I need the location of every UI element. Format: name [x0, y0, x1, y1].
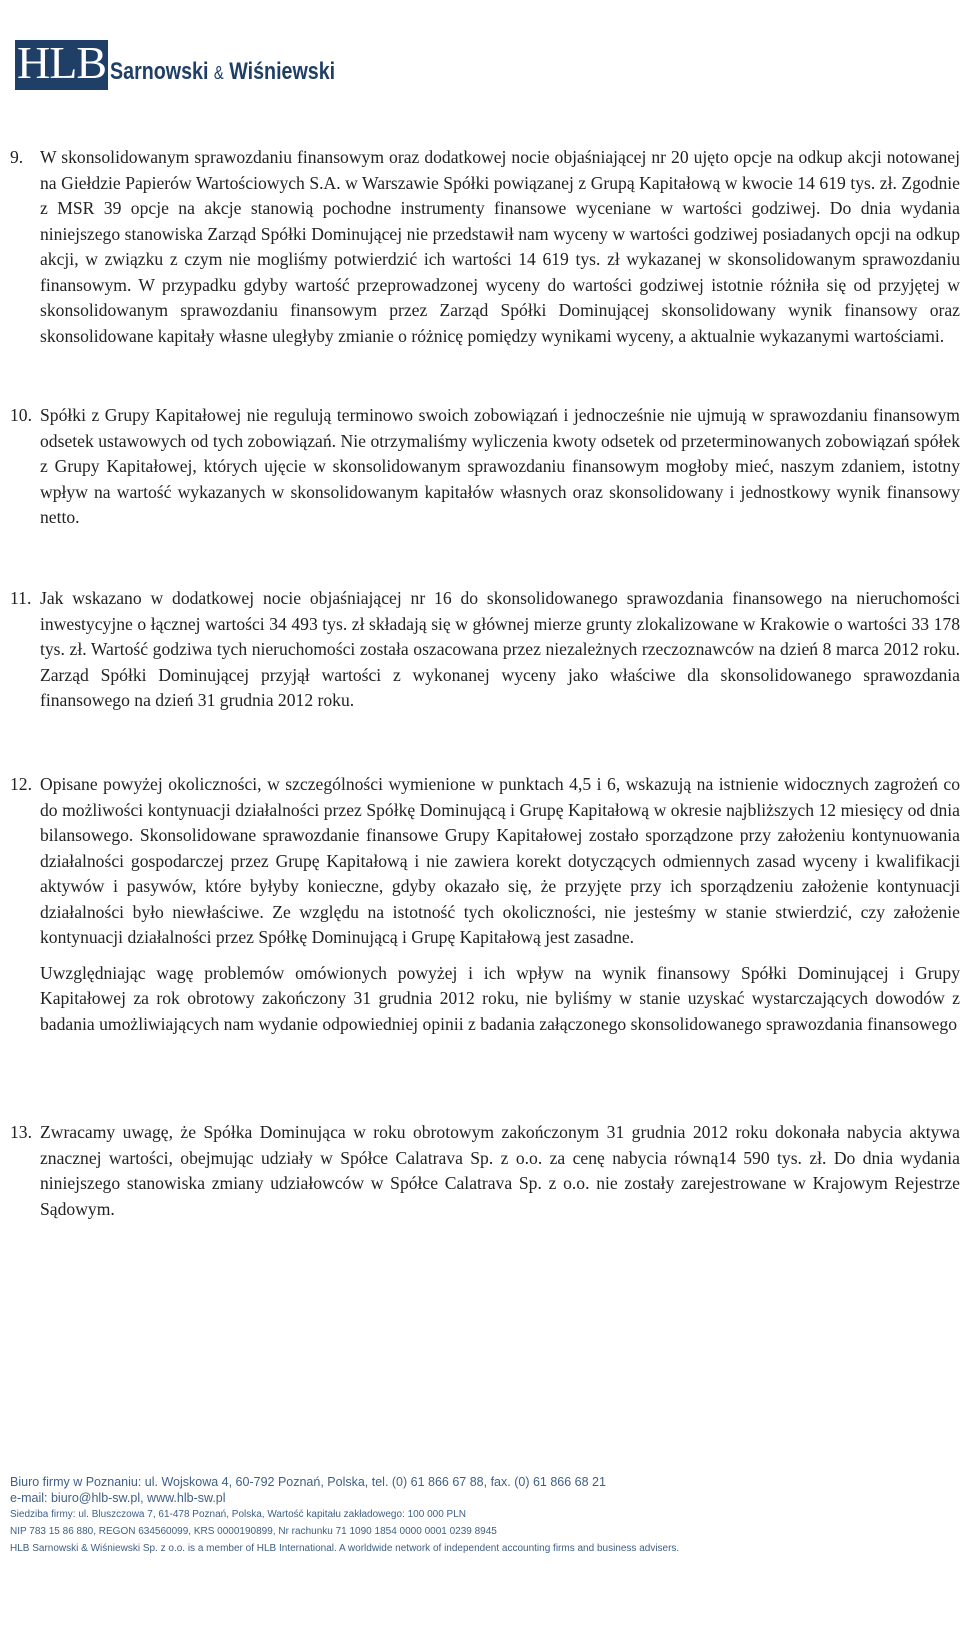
item-number: 11. [10, 588, 32, 608]
item-paragraph: Spółki z Grupy Kapitałowej nie regulują terminowo swoich zobowiązań i jednocześnie nie ujmują w sprawozdaniu finansowym odsetek ustawowych od tych zobowiązań. Nie otrzymaliśmy wyliczenia kwoty odsetek od przeterminowanych zobowiązań spółek z Grupy Kapitałowej, których ujęcie w skonsolidowanym sprawozdaniu finansowym mogłoby mieć, naszym zdaniem, istotny wpływ na wartość wykazanych w skonsolidowanym kapitałów własnych oraz skonsolidowany i jednostkowy wynik finansowy netto. [40, 405, 960, 527]
logo-name-second: Wiśniewski [229, 58, 336, 85]
list-item-13 [10, 1120, 960, 1222]
footer-network-note: HLB Sarnowski & Wiśniewski Sp. z o.o. is a member of HLB International. A worldwide network of independent accounting firms and business advisers. [10, 1543, 680, 1554]
document-body [10, 145, 960, 1222]
item-paragraph: Jak wskazano w dodatkowej nocie objaśniającej nr 16 do skonsolidowanego sprawozdania finansowego na nieruchomości inwestycyjne o łącznej wartości 34 493 tys. zł składają się w głównej mierze grunty zlokalizowane w Krakowie o wartości 33 178 tys. zł. Wartość godziwa tych nieruchomości została oszacowana przez niezależnych rzeczoznawców na dzień 8 marca 2012 roku. Zarząd Spółki Dominującej przyjął wartości z wykonanej wyceny jako właściwe dla skonsolidowanego sprawozdania finansowego na dzień 31 grudnia 2012 roku. [40, 588, 960, 710]
logo-hlb-mark: HLB [17, 37, 106, 88]
list-item-11 [10, 586, 960, 772]
list-item-10 [10, 403, 960, 586]
company-logo [15, 2, 385, 90]
item-paragraph: Opisane powyżej okoliczności, w szczególności wymienione w punktach 4,5 i 6, wskazują na istnienie widocznych zagrożeń co do możliwości kontynuacji działalności przez Spółkę Dominującą i Grupę Kapitałową w okresie najbliższych 12 miesięcy od dnia bilansowego. Skonsolidowane sprawozdanie finansowe Grupy Kapitałowej zostało sporządzone przy założeniu kontynuowania działalności gospodarczej przez Grupę Kapitałową i nie zawiera korekt dotyczących odmiennych zasad wyceny i kwalifikacji aktywów i pasywów, które byłyby konieczne, gdyby okazało się, że przyjęte przy ich sporządzeniu założenie kontynuacji działalności było niewłaściwe. Ze względu na istotność tych okoliczności, nie jesteśmy w stanie stwierdzić, czy założenie kontynuacji działalności przez Spółkę Dominującą i Grupę Kapitałową jest zasadne. [40, 774, 960, 947]
list-item-9 [10, 145, 960, 403]
logo-company-name [110, 60, 335, 84]
item-number: 9. [10, 147, 24, 167]
item-number: 13. [10, 1122, 32, 1142]
footer-contact: e-mail: biuro@hlb-sw.pl, www.hlb-sw.pl [10, 1491, 226, 1505]
item-number: 12. [10, 774, 32, 794]
item-number: 10. [10, 405, 32, 425]
item-paragraph: W skonsolidowanym sprawozdaniu finansowym oraz dodatkowej nocie objaśniającej nr 20 ujęto opcje na odkup akcji notowanej na Giełdzie Papierów Wartościowych S.A. w Warszawie Spółki powiązanej z Grupą Kapitałową w kwocie 14 619 tys. zł. Zgodnie z MSR 39 opcje na akcje stanowią pochodne instrumenty finansowe wyceniane w wartości godziwej. Do dnia wydania niniejszego stanowiska Zarząd Spółki Dominującej nie przedstawił nam wyceny w wartości godziwej posiadanych opcji na odkup akcji, w związku z czym nie mogliśmy potwierdzić ich wartości 14 619 tys. zł wykazanej w skonsolidowanym sprawozdaniu finansowym. W przypadku gdyby wartość przeprowadzonej wyceny do wartości godziwej istotnie różniła się od przyjętej w skonsolidowanym sprawozdaniu finansowym przez Zarząd Spółki Dominującej skonsolidowany wynik finansowy oraz skonsolidowane kapitały własne uległyby zmianie o różnicę pomiędzy wynikami wyceny, a aktualnie wykazanymi wartościami. [40, 147, 960, 346]
list-item-12 [10, 772, 960, 1120]
item-paragraph: Zwracamy uwagę, że Spółka Dominująca w roku obrotowym zakończonym 31 grudnia 2012 roku dokonała nabycia aktywa znacznej wartości, obejmując udziały w Spółce Calatrava Sp. z o.o. za cenę nabycia równą14 590 tys. zł. Do dnia wydania niniejszego stanowiska zmiany udziałowców w Spółce Calatrava Sp. z o.o. nie zostały zarejestrowane w Krajowym Rejestrze Sądowym. [40, 1122, 960, 1219]
footer-registered-office: Siedziba firmy: ul. Bluszczowa 7, 61-478 Poznań, Polska, Wartość kapitału zakładowego: 100 000 PLN [10, 1509, 466, 1520]
footer-address: Biuro firmy w Poznaniu: ul. Wojskowa 4, 60-792 Poznań, Polska, tel. (0) 61 866 67 88, fax. (0) 61 866 68 21 [10, 1475, 606, 1489]
page-footer [10, 1474, 950, 1557]
item-paragraph-continuation: Uwzględniając wagę problemów omówionych powyżej i ich wpływ na wynik finansowy Spółki Dominującej i Grupy Kapitałowej za rok obrotowy zakończony 31 grudnia 2012 roku, nie byliśmy w stanie uzyskać wystarczających dowodów z badania umożliwiających nam wydanie odpowiedniej opinii z badania załączonego skonsolidowanego sprawozdania finansowego [40, 962, 960, 1034]
logo-ampersand: & [213, 63, 224, 83]
footer-registration-numbers: NIP 783 15 86 880, REGON 634560099, KRS 0000190899, Nr rachunku 71 1090 1854 0000 0001 0239 8945 [10, 1526, 497, 1537]
logo-name-first: Sarnowski [110, 58, 209, 85]
